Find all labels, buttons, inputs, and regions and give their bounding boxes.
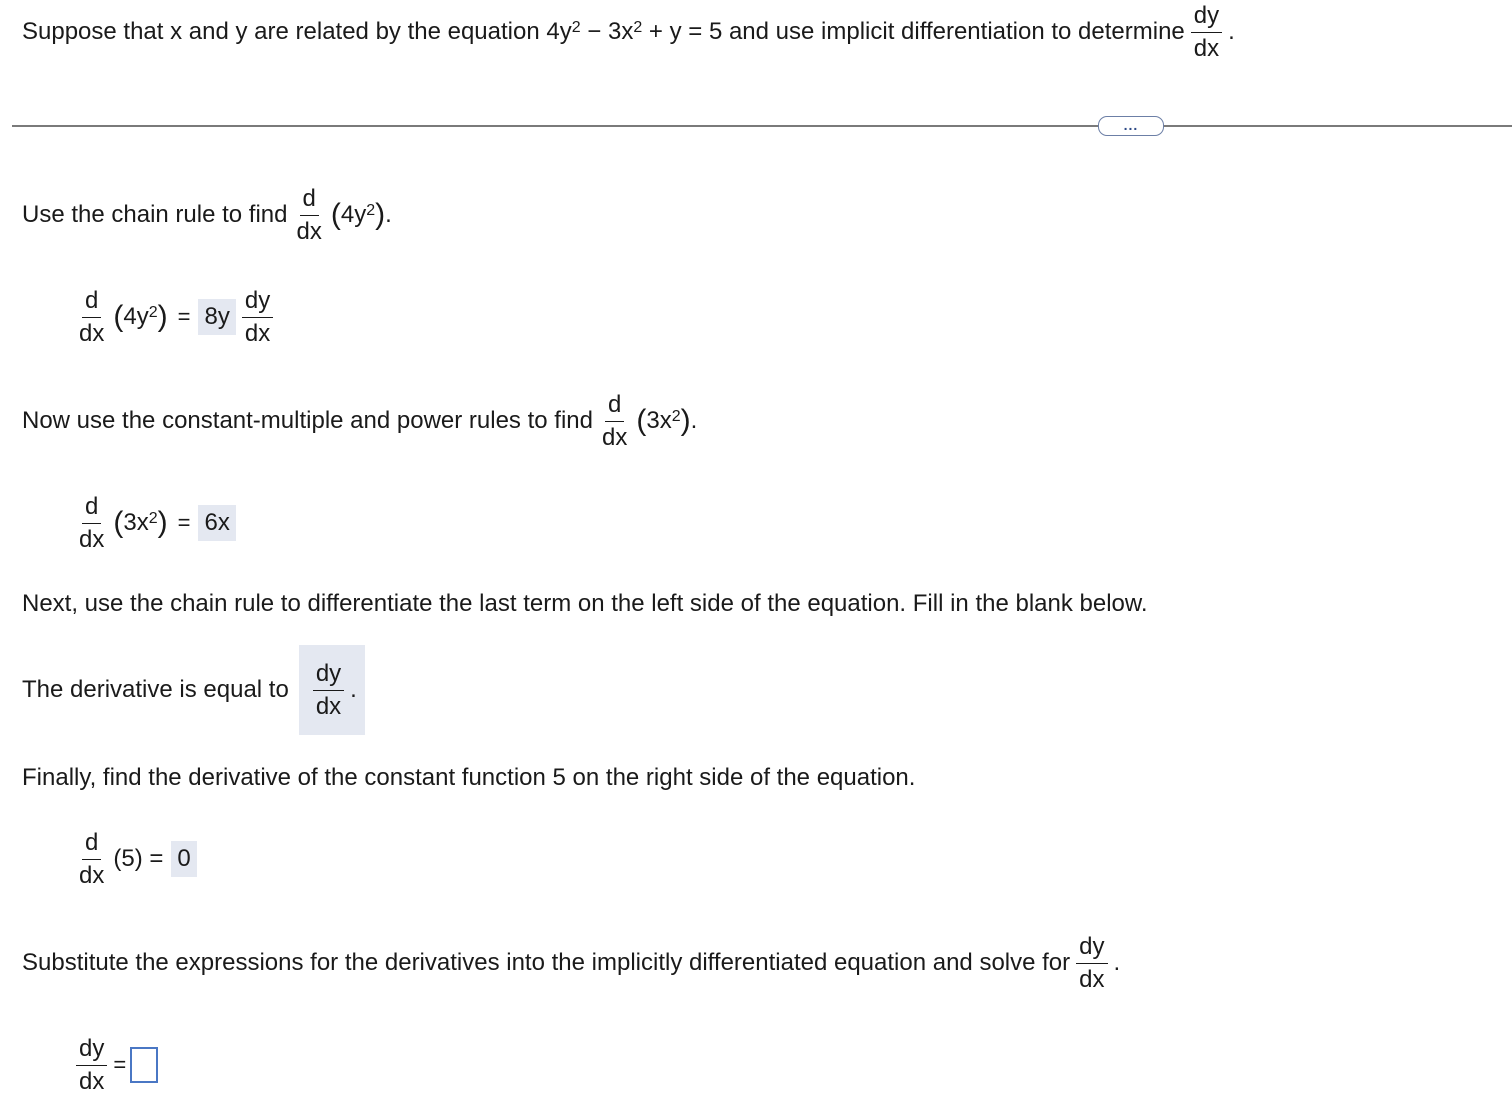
step4-answer: 0: [171, 841, 196, 877]
step2-eq-expr: 3x: [123, 509, 149, 536]
step2-expr: 3x: [646, 407, 672, 434]
step3-derivative-text: The derivative is equal to: [22, 676, 289, 703]
step5-frac-num: dy: [1076, 935, 1107, 964]
step1-text: Use the chain rule to find: [22, 201, 288, 228]
step3-derivative: [22, 645, 365, 735]
step1-eq-expr: 4y: [123, 303, 149, 330]
step2-eq-paren-open: (: [113, 506, 124, 539]
step1-paren-open: (: [330, 198, 341, 231]
step2-paren-close: ): [680, 404, 691, 437]
step1-eq-dx: dx: [79, 319, 105, 347]
step3-answer-fraction: [313, 659, 344, 720]
step2-end: .: [690, 407, 698, 434]
step1-eq-exp: 2: [148, 304, 158, 321]
step2-answer: 6x: [198, 505, 235, 541]
step2-eq-paren-close: ): [157, 506, 168, 539]
question-prefix: Suppose that x and y are related by the equation 4y: [22, 18, 572, 45]
step1-eq-paren-open: (: [113, 300, 124, 333]
step1-answer-fraction: [242, 286, 273, 347]
question-end: .: [1228, 18, 1235, 45]
step1-answer-value: 8y: [198, 299, 235, 335]
step4-eq-dx: dx: [79, 861, 105, 889]
step1-answer: [198, 286, 279, 347]
step1-eq-fraction: [76, 286, 107, 347]
step3-answer: [299, 645, 365, 735]
step1-eq-paren-close: ): [157, 300, 168, 333]
question-fraction: [1191, 1, 1222, 62]
step2-eq-dx: dx: [79, 525, 105, 553]
step5-text: Substitute the expressions for the derivatives into the implicitly differentiated equation and solve for: [22, 949, 1071, 976]
question-frac-num: dy: [1191, 4, 1222, 33]
step2-exp: 2: [671, 408, 681, 425]
step2-fraction: [599, 390, 630, 451]
step5-equation: [70, 1030, 158, 1100]
step5-eq-num: dy: [76, 1037, 107, 1066]
step1-frac-den: dx: [296, 217, 322, 245]
step5-eq-fraction: [76, 1034, 107, 1095]
step4-equation: [70, 826, 197, 892]
step2-paren-open: (: [636, 404, 647, 437]
divider: [12, 125, 1512, 127]
step1-fraction: [294, 184, 325, 245]
question-exp1: 2: [571, 19, 581, 36]
question-exp2: 2: [633, 19, 643, 36]
step1-end: .: [385, 201, 392, 228]
step3-answer-den: dx: [315, 692, 342, 720]
step2-eq-fraction: [76, 492, 107, 553]
step1-exp: 2: [366, 202, 376, 219]
step4-eq-expr: (5) =: [113, 845, 164, 872]
step3-answer-num: dy: [313, 662, 344, 691]
step4-eq-fraction: [76, 828, 107, 889]
step2-frac-den: dx: [601, 423, 628, 451]
step5-frac-den: dx: [1079, 965, 1105, 993]
step2-text: Now use the constant-multiple and power rules to find: [22, 407, 593, 434]
step1-paren-close: ): [375, 198, 386, 231]
step1-frac-num: d: [300, 187, 319, 216]
step5-eq-sign: =: [113, 1052, 127, 1077]
step4-text: Finally, find the derivative of the constant function 5 on the right side of the equation.: [22, 764, 916, 791]
step5-prompt: [22, 928, 1120, 998]
step3-answer-end: .: [350, 676, 357, 703]
step1-answer-den: dx: [244, 319, 271, 347]
question-mid2: + y = 5 and use implicit differentiation to determine: [642, 18, 1185, 45]
step5-eq-den: dx: [79, 1067, 105, 1095]
question-text: [22, 0, 1235, 64]
step1-answer-num: dy: [242, 289, 273, 318]
step3-text: Next, use the chain rule to differentiate the last term on the left side of the equation. Fill in the blank below.: [22, 590, 1148, 617]
step1-eq-sign: =: [177, 304, 191, 329]
step1-equation: [70, 284, 279, 350]
answer-input[interactable]: [130, 1047, 158, 1083]
step2-eq-exp: 2: [148, 510, 158, 527]
step2-equation: [70, 490, 236, 556]
step5-end: .: [1113, 949, 1121, 976]
more-options-button[interactable]: ...: [1098, 116, 1164, 136]
question-frac-den: dx: [1193, 34, 1220, 62]
step1-prompt: [22, 182, 392, 248]
step2-prompt: [22, 388, 697, 454]
step1-expr: 4y: [340, 201, 367, 228]
step2-eq-d: d: [82, 495, 101, 524]
step1-eq-d: d: [82, 289, 101, 318]
step5-fraction: [1076, 932, 1107, 993]
question-mid1: − 3x: [580, 18, 634, 45]
step2-eq-sign: =: [177, 510, 191, 535]
step4-eq-d: d: [82, 831, 101, 860]
step2-frac-num: d: [605, 393, 624, 422]
